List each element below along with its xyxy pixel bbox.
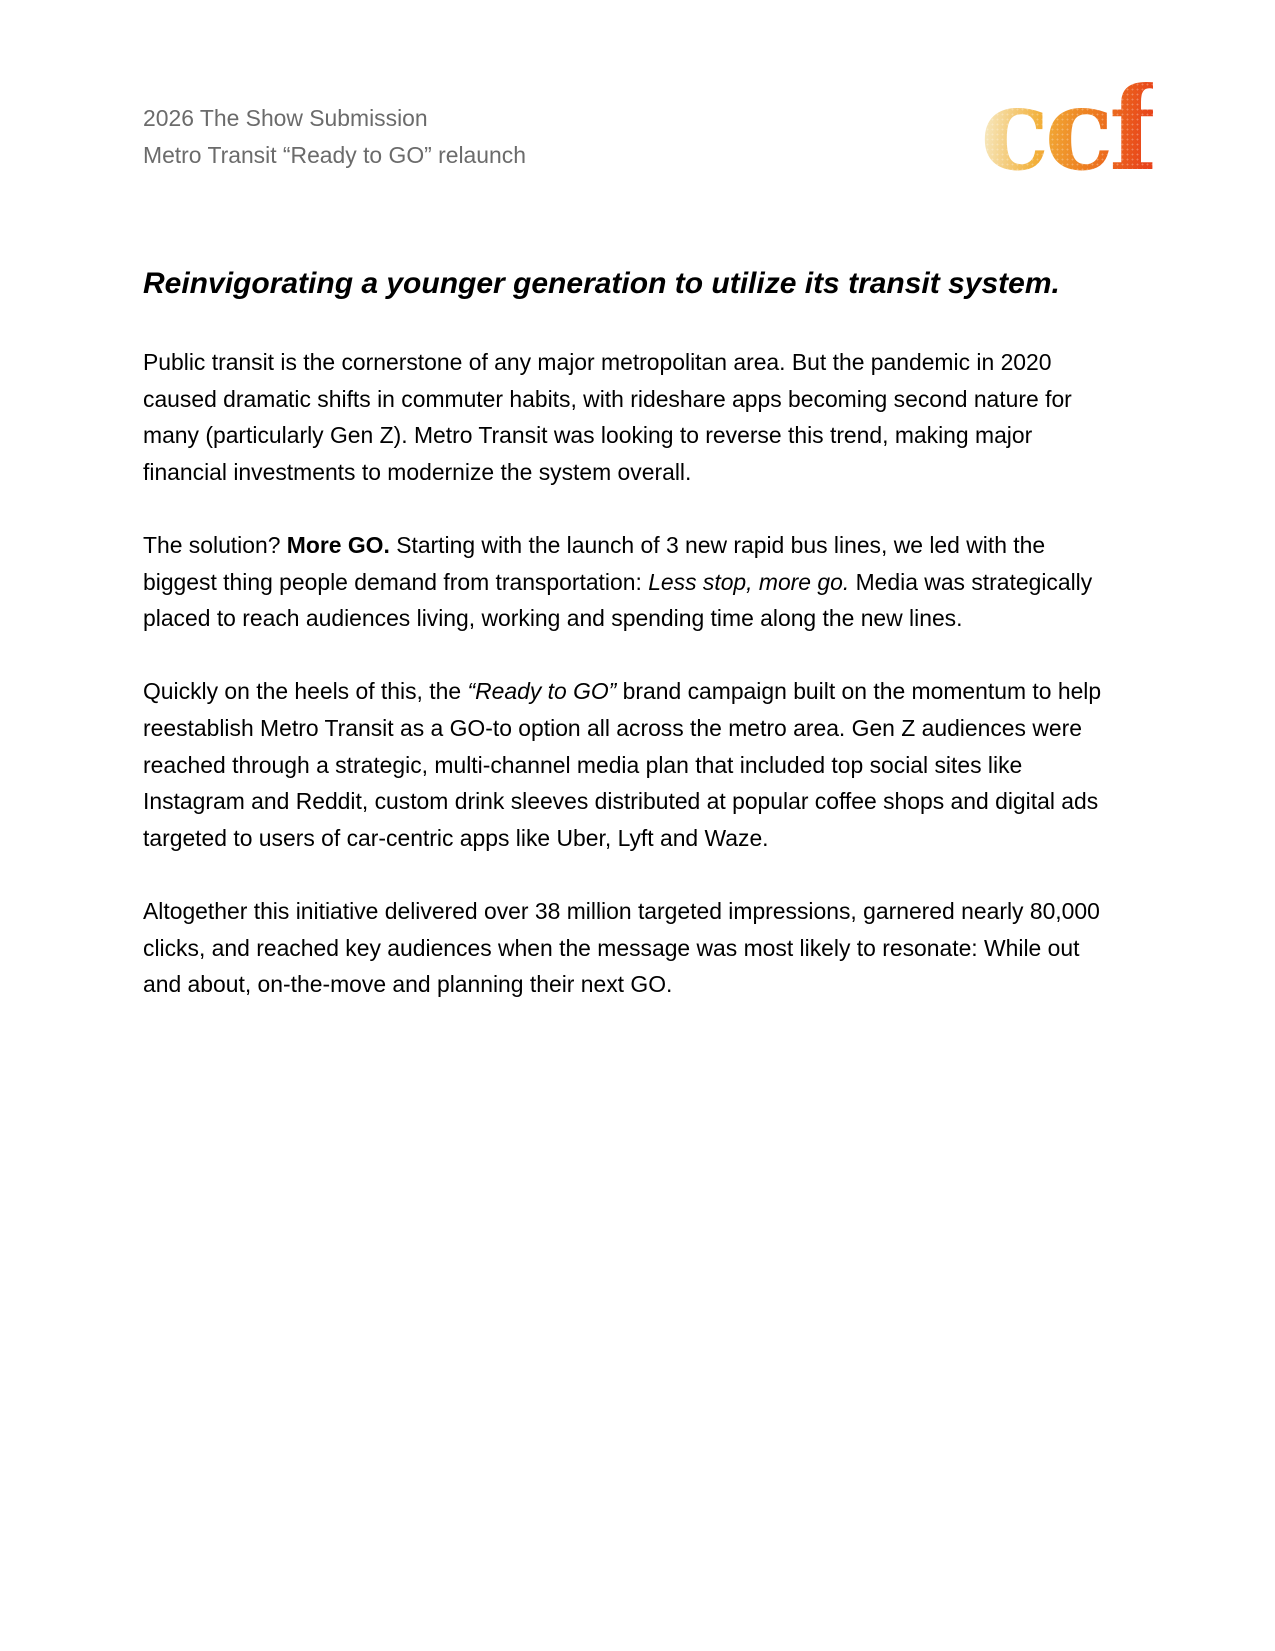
text-run: Less stop, more go. <box>648 568 850 595</box>
text-run: brand campaign built on the momentum to help reestablish Metro Transit as a GO-to option all across the metro area. Gen Z audiences were reached through a strategic, multi-channel media plan that included top social sites like Instagram and Reddit, custom drink sleeves distributed at popular coffee shops and digital ads targeted to users of car-centric apps like Uber, Lyft and Waze. <box>143 678 1102 851</box>
text-run: “Ready to GO” <box>467 678 617 705</box>
text-run: Public transit is the cornerstone of any major metropolitan area. But the pandemic in 2020 caused dramatic shifts in commuter habits, with rideshare apps becoming second nature for many (particularly Gen Z). Metro Transit was looking to reverse this trend, making major financial investments to modernize the system overall. <box>143 349 1072 485</box>
text-run: The solution? <box>143 531 287 558</box>
text-run: More GO. <box>286 531 390 558</box>
text-run: Media was strategically placed to reach audiences living, working and spending time along the new lines. <box>143 568 1093 632</box>
document-body <box>143 265 1119 1003</box>
document-header <box>143 100 526 173</box>
paragraph-results <box>143 893 1119 1003</box>
header-line-submission: 2026 The Show Submission <box>143 105 428 131</box>
header-line-campaign: Metro Transit “Ready to GO” relaunch <box>143 141 526 168</box>
ccf-logo: ccf <box>980 62 1153 196</box>
text-run: Quickly on the heels of this, the <box>143 678 468 705</box>
page-title: Reinvigorating a younger generation to utilize its transit system. <box>143 267 1060 300</box>
text-run: Altogether this initiative delivered over 38 million targeted impressions, garnered nearly 80,000 clicks, and reached key audiences when the message was most likely to resonate: While out and about, on-the-move and planning their next GO. <box>143 897 1100 998</box>
text-run: Starting with the launch of 3 new rapid bus lines, we led with the biggest thing people demand from transportation: <box>143 531 1046 595</box>
paragraph-solution <box>143 527 1119 637</box>
paragraph-intro <box>143 344 1119 490</box>
paragraph-campaign <box>143 673 1119 856</box>
